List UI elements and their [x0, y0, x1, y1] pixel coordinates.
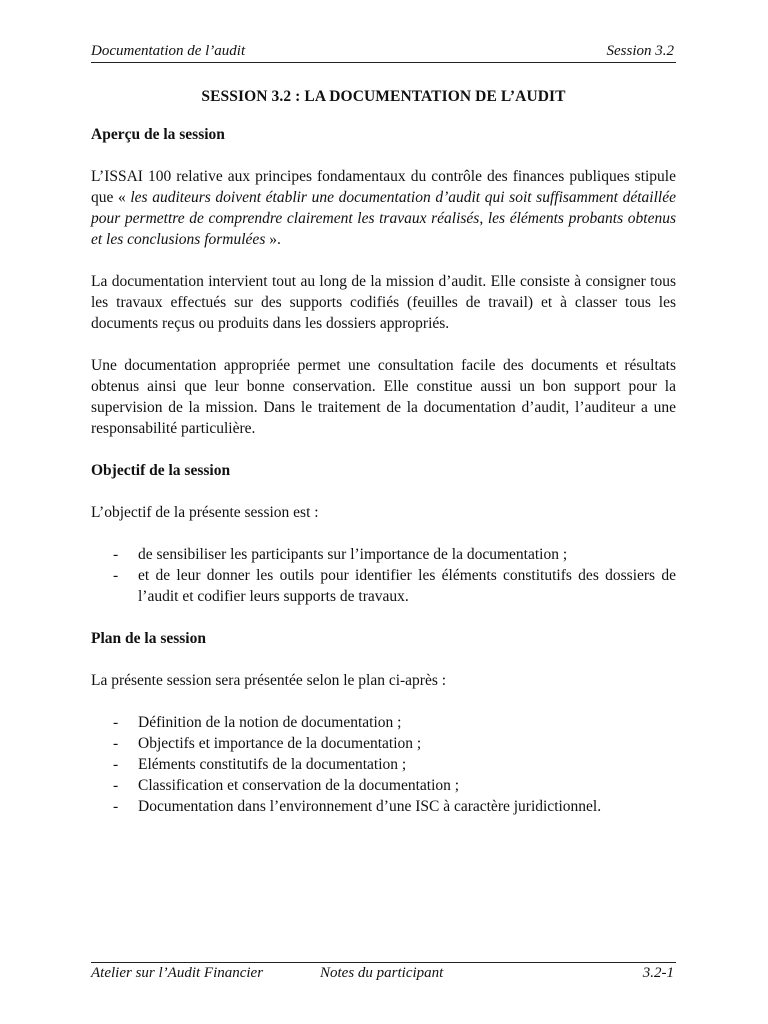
page-title: SESSION 3.2 : LA DOCUMENTATION DE L’AUDIT: [201, 88, 566, 105]
objectif-intro: L’objectif de la présente session est :: [91, 504, 319, 521]
dash-bullet: -: [113, 567, 119, 584]
paragraph-documentation-appropriee: Une documentation appropriée permet une consultation facile des documents et résultats obtenus ainsi que leur bonne conservation. Elle constitue aussi un bon support pour la supervision de la mission. Dans le traitement de la documentation d’audit, l’auditeur a une responsabilité particulière.: [91, 357, 676, 437]
list-item-text: Classification et conservation de la documentation ;: [138, 777, 460, 794]
list-item: [91, 712, 676, 733]
list-item-text: Documentation dans l’environnement d’une ISC à caractère juridictionnel.: [138, 798, 602, 815]
paragraph-issai-end: ».: [265, 231, 281, 248]
paragraph-issai-start: L’ISSAI 100 relative aux principes fondamentaux du contrôle des finances publiques stipule que «: [91, 168, 676, 206]
footer-notes-label: Notes du participant: [320, 965, 444, 981]
header-session-label: Session 3.2: [606, 43, 674, 59]
list-item: [91, 733, 676, 754]
page-footer: [91, 962, 676, 987]
footer-workshop-title: Atelier sur l’Audit Financier: [91, 965, 264, 981]
footer-page-number: 3.2-1: [642, 965, 674, 981]
plan-intro: La présente session sera présentée selon le plan ci-après :: [91, 672, 447, 689]
dash-bullet: -: [113, 546, 119, 563]
dash-bullet: -: [113, 798, 119, 815]
plan-list: [91, 712, 676, 817]
dash-bullet: -: [113, 735, 119, 752]
paragraph-documentation-mission: La documentation intervient tout au long de la mission d’audit. Elle consiste à consigner tous les travaux effectués sur des supports codifiés (feuilles de travail) et à classer tous les documents reçus ou produits dans les dossiers appropriés.: [91, 273, 676, 332]
heading-plan: Plan de la session: [91, 630, 206, 647]
list-item-text: Eléments constitutifs de la documentation ;: [138, 756, 407, 773]
list-item-text: Objectifs et importance de la documentation ;: [138, 735, 422, 752]
list-item-text: et de leur donner les outils pour identifier les éléments constitutifs des dossiers de l’audit et codifier leurs supports de travaux.: [138, 567, 676, 605]
list-item-text: Définition de la notion de documentation ;: [138, 714, 402, 731]
dash-bullet: -: [113, 756, 119, 773]
list-item: [91, 775, 676, 796]
dash-bullet: -: [113, 714, 119, 731]
list-item: [91, 544, 676, 565]
list-item-text: de sensibiliser les participants sur l’importance de la documentation ;: [138, 546, 568, 563]
paragraph-issai: [91, 166, 676, 250]
list-item: [91, 754, 676, 775]
page-content: [91, 86, 676, 838]
heading-objectif: Objectif de la session: [91, 462, 231, 479]
dash-bullet: -: [113, 777, 119, 794]
page-header: [91, 42, 676, 63]
paragraph-issai-quote: les auditeurs doivent établir une documentation d’audit qui soit suffisamment détaillée pour permettre de comprendre clairement les travaux réalisés, les éléments probants obtenus et les conclusions formulées: [91, 189, 676, 248]
list-item: [91, 796, 676, 817]
list-item: [91, 565, 676, 607]
heading-apercu: Aperçu de la session: [91, 126, 225, 143]
objectif-list: [91, 544, 676, 607]
header-document-title: Documentation de l’audit: [91, 43, 246, 59]
